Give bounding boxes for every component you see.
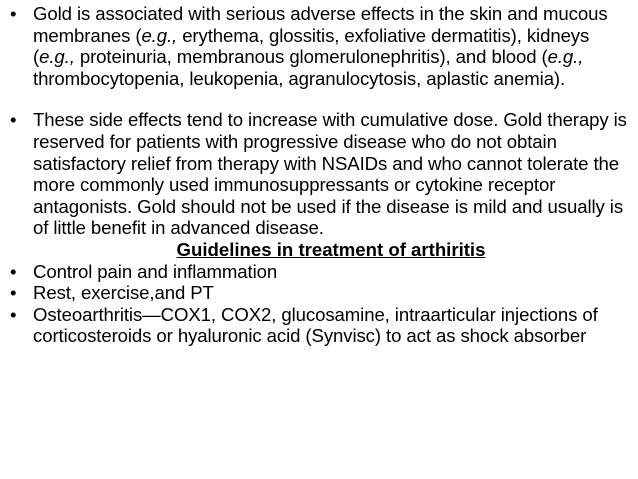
bullet-text: erythema, glossitis, exfoliative dermatitis), kidneys ( (33, 24, 590, 68)
bullet-osteoarthritis: • Osteoarthritis—COX1, COX2, glucosamine, intraarticular injections of corticosteroids or hyaluronic acid (Synvisc) to act as shock absorber (8, 304, 632, 347)
bullet-text: thrombocytopenia, leukopenia, agranulocytosis, aplastic anemia). (33, 67, 566, 89)
bullet-text: proteinuria, membranous glomerulonephritis), and blood ( (74, 46, 548, 68)
italic-eg: e.g., (141, 24, 178, 46)
top-bullet-list (8, 3, 632, 239)
bullet-rest-exercise: • Rest, exercise,and PT (8, 282, 632, 304)
bullet-text: Gold is associated with serious adverse effects in the skin and mucous membranes ( (33, 3, 608, 46)
italic-eg: e.g., (39, 46, 75, 68)
bullet-control-pain: • Control pain and inflammation (8, 261, 632, 283)
bottom-bullet-list (8, 261, 632, 347)
section-heading: Guidelines in treatment of arthiritis (176, 238, 486, 260)
bullet-side-effects (8, 109, 632, 239)
italic-eg: e.g., (547, 46, 584, 68)
bullet-gold-adverse-effects (8, 3, 632, 89)
bullet-text: These side effects tend to increase with cumulative dose. Gold therapy is reserved for patients with progressive disease who do not obtain satisfactory relief from therapy with NSAIDs and who cannot tolerate the more commonly used immunosuppressants or cytokine receptor antagonists. Gold should not be used if the disease is mild and usually is of little benefit in advanced disease. (33, 109, 627, 239)
